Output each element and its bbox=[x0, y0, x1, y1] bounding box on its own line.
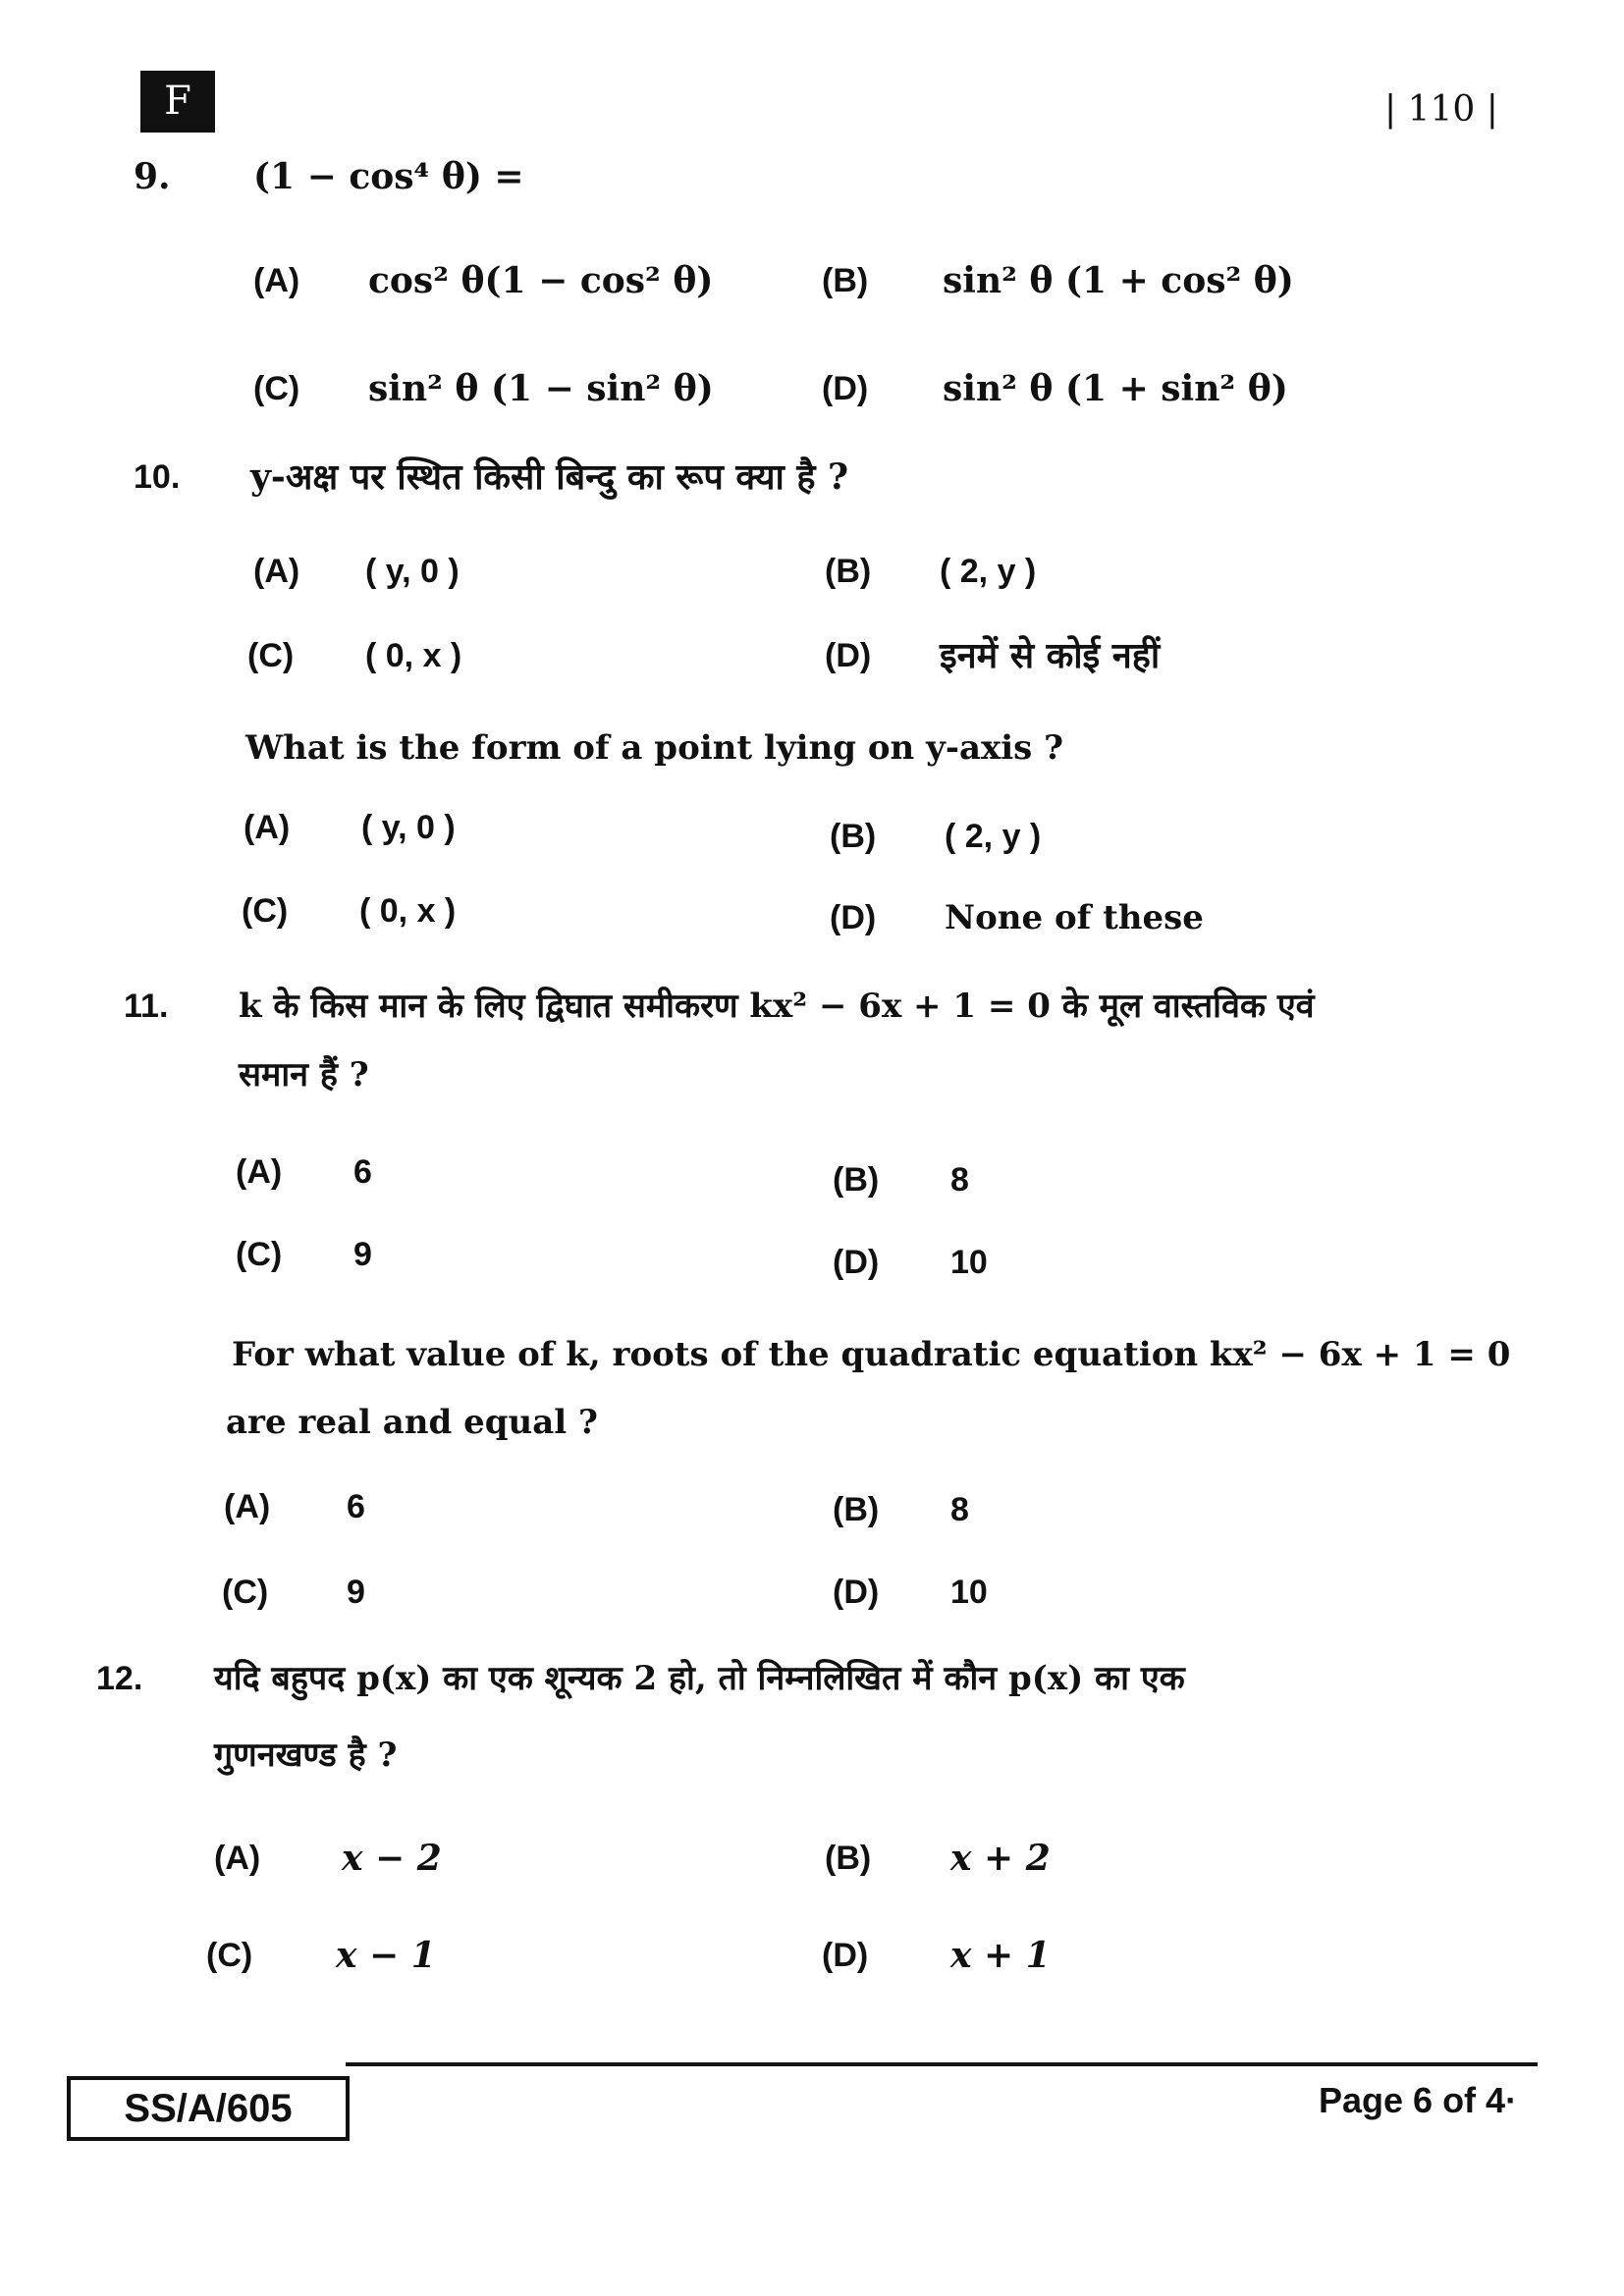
question-text-english: What is the form of a point lying on y-axis ? bbox=[245, 728, 1064, 768]
option-value: x + 1 bbox=[950, 1935, 1051, 1976]
option-value: 10 bbox=[950, 1244, 988, 1281]
option-label: (B) bbox=[825, 1840, 872, 1877]
option-label: (A) bbox=[253, 262, 300, 299]
option-value: x − 1 bbox=[336, 1935, 436, 1976]
option-value: ( y, 0 ) bbox=[361, 809, 456, 846]
option-label: (C) bbox=[247, 637, 295, 674]
option-label: (A) bbox=[244, 809, 291, 846]
page-number: Page 6 of 4· bbox=[1319, 2080, 1518, 2120]
option-value: ( 2, y ) bbox=[945, 818, 1042, 855]
option-value: sin² θ (1 − sin² θ) bbox=[368, 368, 714, 409]
question-number: 10. bbox=[134, 458, 181, 496]
question-number: 11. bbox=[124, 988, 169, 1025]
option-value: ( y, 0 ) bbox=[365, 553, 460, 590]
question-text-hindi: यदि बहुपद p(x) का एक शून्यक 2 हो, तो निम्नलिखित में कौन p(x) का एक bbox=[214, 1659, 1185, 1698]
option-label: (D) bbox=[833, 1574, 880, 1611]
option-label: (D) bbox=[830, 899, 877, 936]
option-label: (D) bbox=[825, 637, 872, 674]
question-text: (1 − cos⁴ θ) = bbox=[253, 156, 524, 197]
option-label: (A) bbox=[214, 1840, 261, 1877]
option-label: (C) bbox=[236, 1236, 283, 1273]
footer-rule bbox=[346, 2062, 1538, 2066]
option-value: sin² θ (1 + sin² θ) bbox=[943, 368, 1288, 409]
option-value: ( 0, x ) bbox=[359, 892, 457, 930]
option-label: (A) bbox=[236, 1153, 283, 1191]
option-value: x − 2 bbox=[342, 1838, 442, 1879]
option-label: (B) bbox=[833, 1161, 880, 1199]
question-text-english: For what value of k, roots of the quadratic equation kx² − 6x + 1 = 0 bbox=[232, 1335, 1511, 1374]
option-label: (C) bbox=[242, 892, 289, 930]
option-label: (B) bbox=[822, 262, 869, 299]
option-label: (D) bbox=[833, 1244, 880, 1281]
option-value: 8 bbox=[950, 1491, 969, 1528]
option-label: (C) bbox=[206, 1937, 253, 1974]
paper-code: SS/A/605 bbox=[67, 2076, 350, 2141]
question-text-hindi-cont: समान हैं ? bbox=[239, 1055, 369, 1095]
option-label: (A) bbox=[253, 553, 300, 590]
option-label: (B) bbox=[825, 553, 872, 590]
option-value: 6 bbox=[353, 1153, 372, 1191]
option-label: (A) bbox=[224, 1488, 271, 1525]
option-value: 9 bbox=[347, 1574, 365, 1611]
option-label: (D) bbox=[822, 1937, 869, 1974]
option-value: None of these bbox=[945, 898, 1204, 937]
option-value: 8 bbox=[950, 1161, 969, 1199]
option-value: इनमें से कोई नहीं bbox=[940, 635, 1161, 676]
option-label: (B) bbox=[833, 1491, 880, 1528]
code-mark: | 110 | bbox=[1384, 89, 1498, 130]
option-value: ( 2, y ) bbox=[940, 553, 1037, 590]
set-label-box: F bbox=[140, 71, 215, 133]
option-value: 10 bbox=[950, 1574, 988, 1611]
option-value: x + 2 bbox=[950, 1838, 1051, 1879]
question-text-hindi: k के किस मान के लिए द्विघात समीकरण kx² − 6x + 1 = 0 के मूल वास्तविक एवं bbox=[239, 987, 1315, 1026]
question-text-english-cont: are real and equal ? bbox=[226, 1403, 598, 1442]
option-label: (C) bbox=[253, 370, 300, 407]
option-value: 9 bbox=[353, 1236, 372, 1273]
option-label: (D) bbox=[822, 370, 869, 407]
option-label: (C) bbox=[222, 1574, 269, 1611]
question-number: 12. bbox=[96, 1660, 143, 1697]
option-value: ( 0, x ) bbox=[365, 637, 462, 674]
option-label: (B) bbox=[830, 818, 877, 855]
question-text-hindi-cont: गुणनखण्ड है ? bbox=[214, 1735, 398, 1775]
option-value: sin² θ (1 + cos² θ) bbox=[943, 260, 1294, 301]
question-text-hindi: y-अक्ष पर स्थित किसी बिन्दु का रूप क्या है ? bbox=[250, 456, 849, 498]
question-number: 9. bbox=[134, 156, 171, 197]
option-value: 6 bbox=[347, 1488, 365, 1525]
option-value: cos² θ(1 − cos² θ) bbox=[368, 260, 714, 301]
